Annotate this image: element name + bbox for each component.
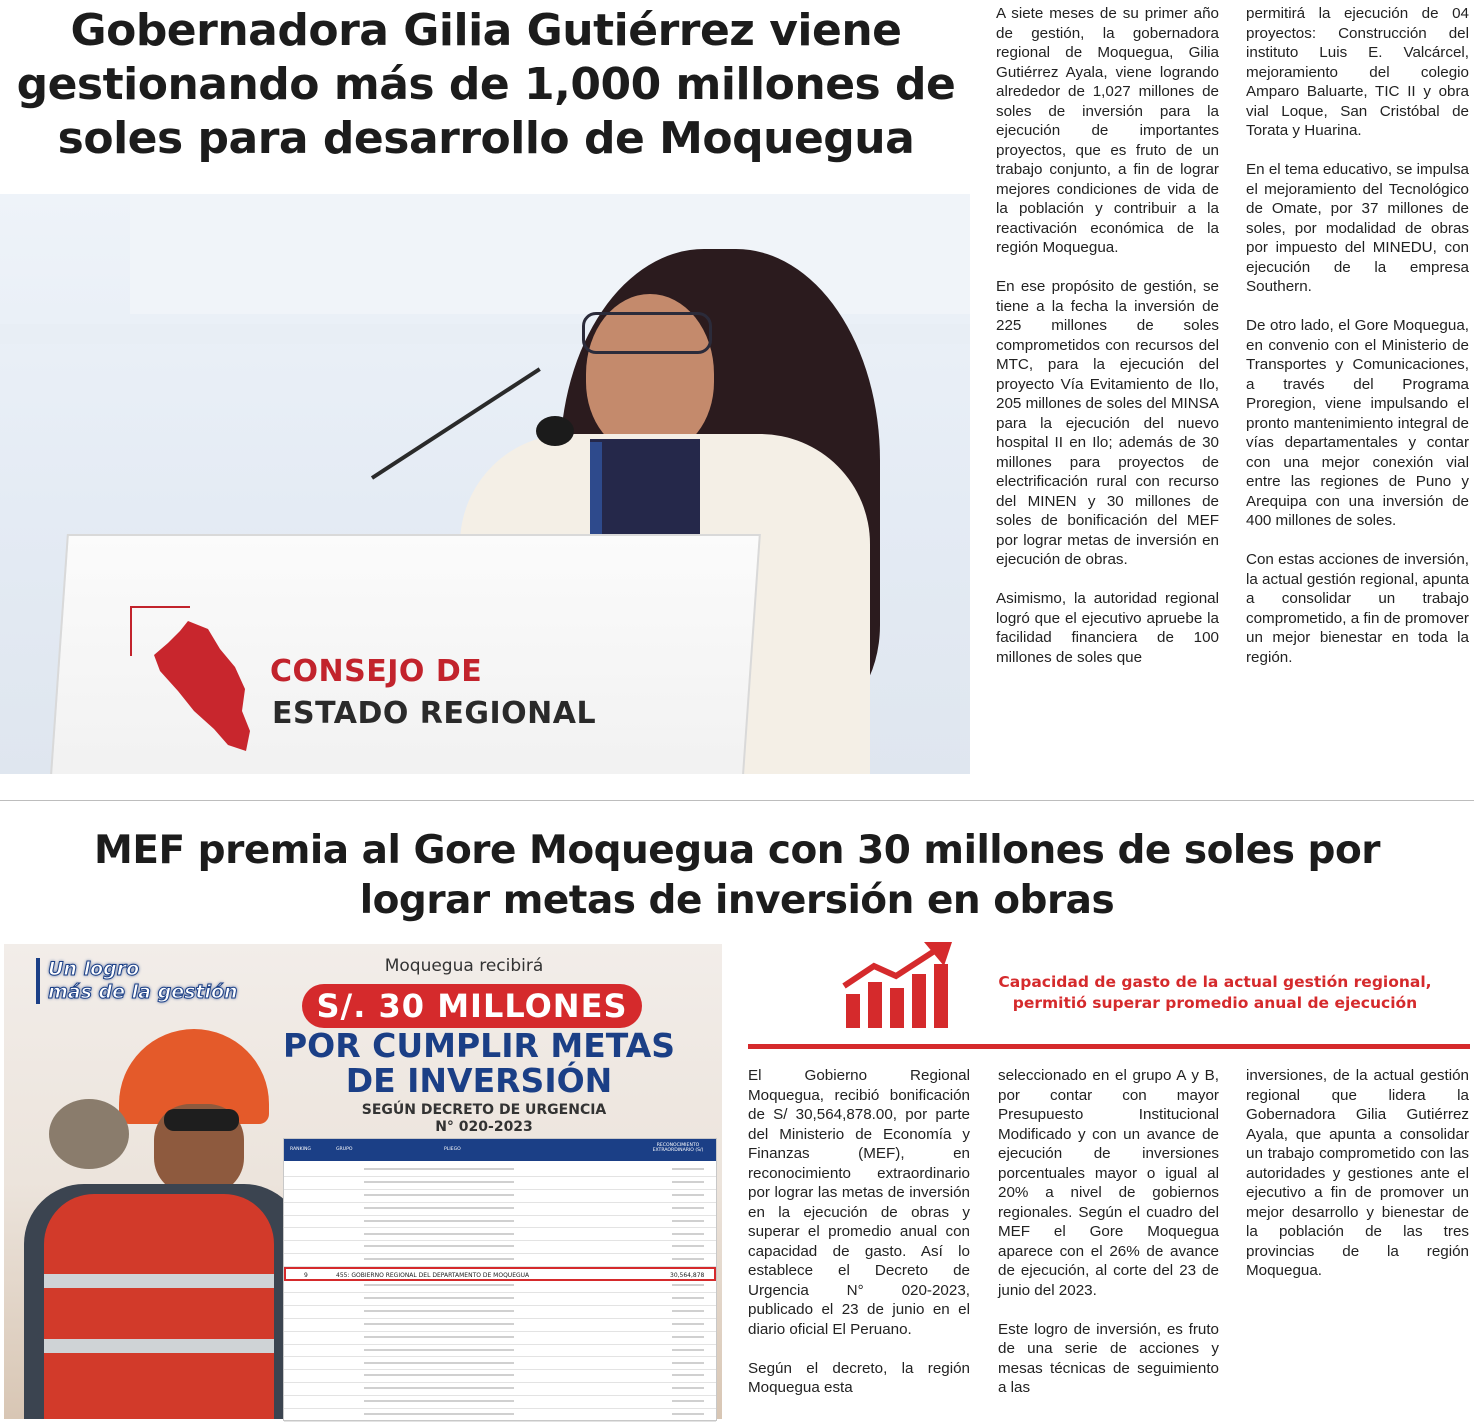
table-row: [284, 1395, 716, 1409]
growth-chart-icon: [840, 942, 955, 1032]
table-row-fineprint: [364, 1220, 514, 1222]
table-row: [284, 1202, 716, 1216]
table-row-fineprint: [672, 1194, 704, 1196]
poster-amount: S/. 30 MILLONES: [302, 984, 642, 1028]
worker-log: [49, 1099, 129, 1169]
table-row: [284, 1344, 716, 1358]
table-row-fineprint: [364, 1207, 514, 1209]
table-row-fineprint: [672, 1168, 704, 1170]
paragraph: Asimismo, la autoridad regional logró que el ejecutivo apruebe la facilidad financiera de 100 millones de soles que: [996, 590, 1219, 666]
table-row-fineprint: [672, 1233, 704, 1235]
paragraph: A siete meses de su primer año de gestión, la gobernadora regional de Moquegua, Gilia Gutiérrez Ayala, viene logrando alrededor de 1,027 millones de soles de inversión para la ejecución de importantes proyectos, que es fruto de un trabajo conjunto, a fin de lograr mejores condiciones de vida de la población y contribuir a la reactivación económica de la región Moquegua.: [996, 5, 1219, 256]
table-row-fineprint: [364, 1400, 514, 1402]
highlight-rank: 9: [304, 1272, 308, 1279]
table-row-fineprint: [672, 1207, 704, 1209]
podium-line2: ESTADO REGIONAL: [272, 696, 597, 731]
table-row-fineprint: [364, 1181, 514, 1183]
table-row-fineprint: [364, 1233, 514, 1235]
podium-frame-top: [130, 606, 190, 608]
callout-text: [960, 972, 1470, 1014]
poster-decree-line1: SEGÚN DECRETO DE URGENCIA: [361, 1102, 607, 1118]
article1-headline: [0, 4, 972, 166]
ranking-table: [283, 1138, 717, 1421]
table-row-fineprint: [364, 1245, 514, 1247]
table-row-fineprint: [672, 1297, 704, 1299]
table-row-highlight: [284, 1267, 716, 1281]
governor-photo: [0, 194, 970, 774]
col-header-grupo: GRUPO: [336, 1147, 353, 1152]
callout-line: Capacidad de gasto de la actual gestión regional,: [998, 973, 1432, 991]
table-row: [284, 1279, 716, 1293]
podium-line1: CONSEJO DE: [270, 654, 483, 689]
article2-headline: [0, 826, 1474, 926]
table-row-fineprint: [364, 1336, 514, 1338]
article1-column-2: [1246, 4, 1469, 687]
poster-title-line2: DE INVERSIÓN: [345, 1061, 613, 1100]
table-row: [284, 1176, 716, 1190]
poster-decree-line2: N° 020-2023: [435, 1119, 533, 1135]
paragraph: En ese propósito de gestión, se tiene a la fecha la inversión de 225 millones de soles comprometidos con recursos del MTC, para la ejecución del proyecto Vía Evitamiento de Ilo, 205 millones de soles del MINSA para la ejecución del nuevo hospital II en Ilo; además de 30 millones para proyectos de electrificación rural con recurso del MINEN y 30 millones de soles de bonificación del MEF por lograr metas de inversión en ejecución de obras.: [996, 278, 1219, 568]
table-row: [284, 1305, 716, 1319]
poster-kicker: Moquegua recibirá: [384, 956, 544, 976]
glasses-icon: [582, 312, 712, 354]
headline-line: lograr metas de inversión en obras: [359, 878, 1115, 923]
article1-column-1: [996, 4, 1219, 687]
paragraph: En el tema educativo, se impulsa el mejoramiento del Tecnológico de Omate, por 37 millones de soles, por modalidad de obras por impuesto del MINEDU, con ejecución de la empresa Southern.: [1246, 161, 1469, 295]
table-row-fineprint: [672, 1400, 704, 1402]
headline-line: gestionando más de 1,000 millones de: [16, 59, 956, 110]
reflective-stripe: [44, 1339, 274, 1353]
worker-vest: [44, 1194, 274, 1419]
table-row-fineprint: [672, 1362, 704, 1364]
paragraph: Este logro de inversión, es fruto de una serie de acciones y mesas técnicas de seguimiento a las: [998, 1320, 1219, 1396]
table-row: [284, 1253, 716, 1267]
headline-line: soles para desarrollo de Moqueguа: [57, 113, 915, 164]
table-row-fineprint: [364, 1413, 514, 1415]
table-row-fineprint: [672, 1349, 704, 1351]
table-row-fineprint: [364, 1258, 514, 1260]
table-row: [284, 1318, 716, 1332]
table-row-fineprint: [364, 1323, 514, 1325]
poster-title-line1: POR CUMPLIR METAS: [282, 1026, 676, 1065]
table-row-fineprint: [672, 1413, 704, 1415]
table-row: [284, 1215, 716, 1229]
section-divider: [0, 800, 1474, 801]
paragraph: Según el decreto, la región Moquegua esta: [748, 1359, 970, 1396]
paragraph: seleccionado en el grupo A y B, por contar con mayor Presupuesto Institucional Modificado y con un avance de ejecución de inversiones porcentuales mayor o igual al 20% a nivel de gobiernos regionales. Según el cuadro del MEF el Gore Moquegua aparece con el 26% de avance de ejecución, al corte del 23 de junio del 2023.: [998, 1067, 1219, 1299]
table-row-fineprint: [364, 1168, 514, 1170]
col-header-pliego: PLIEGO: [444, 1147, 461, 1152]
table-row-fineprint: [364, 1310, 514, 1312]
paragraph: De otro lado, el Gore Moquegua, en convenio con el Ministerio de Transportes y Comunicaciones, a través del Programa Proregion, viene impulsando el pronto mantenimiento integral de vías departamentales y contar con una mejor conexión vial entre las regiones de Puno y Arequipa con una inversión de 400 millones de soles.: [1246, 317, 1469, 529]
table-row: [284, 1408, 716, 1422]
table-row-fineprint: [672, 1323, 704, 1325]
badge-line2: más de la gestión: [48, 981, 238, 1003]
callout-line: permitió superar promedio anual de ejecución: [1012, 994, 1418, 1012]
worker-glasses: [164, 1109, 239, 1131]
article2-column-3: [1246, 1066, 1469, 1300]
table-row-fineprint: [672, 1284, 704, 1286]
microphone-icon: [536, 416, 574, 446]
table-row-fineprint: [364, 1374, 514, 1376]
table-row: [284, 1163, 716, 1177]
backdrop-panel: [130, 194, 970, 314]
table-row-fineprint: [672, 1220, 704, 1222]
table-row-fineprint: [672, 1181, 704, 1183]
table-row-fineprint: [672, 1374, 704, 1376]
reflective-stripe: [44, 1274, 274, 1288]
paragraph: inversiones, de la actual gestión regional que lidera la Gobernadora Gilia Gutiérrez Ayala, que apunta a consolidar un trabajo comprometido con las autoridades y gestiones ante el ejecutivo a fin de promover un mejor desarrollo y bienestar de la población de las tres provincias de la región Moquegua.: [1246, 1067, 1469, 1279]
headline-line: Gobernadora Gilia Gutiérrez viene: [70, 5, 902, 56]
table-row: [284, 1189, 716, 1203]
table-row-fineprint: [364, 1362, 514, 1364]
table-row-fineprint: [672, 1336, 704, 1338]
table-row-fineprint: [672, 1387, 704, 1389]
badge-line1: Un logro: [48, 958, 140, 980]
table-row: [284, 1240, 716, 1254]
table-row: [284, 1228, 716, 1242]
table-row: [284, 1357, 716, 1371]
podium-frame-left: [130, 606, 132, 656]
table-row-fineprint: [672, 1258, 704, 1260]
table-row: [284, 1331, 716, 1345]
article2-column-2: [998, 1066, 1219, 1417]
paragraph: permitirá la ejecución de 04 proyectos: Construcción del instituto Luis E. Valcárcel, mejoramiento del colegio Amparo Baluarte, TIC II y obra vial Loque, San Cristóbal de Torata y Huarina.: [1246, 5, 1469, 139]
table-row: [284, 1369, 716, 1383]
table-row-fineprint: [672, 1310, 704, 1312]
badge-bar: [36, 958, 40, 1004]
paragraph: El Gobierno Regional Moquegua, recibió bonificación de S/ 30,564,878.00, por parte del Ministerio de Economía y Finanzas (MEF), en reconocimiento extraordinario por lograr las metas de inversión en la ejecución de obras y superar el promedio anual con capacidad de gasto. Así lo establece el Decreto de Urgencia N° 020-2023, publicado el 23 de junio en el diario oficial El Peruano.: [748, 1067, 970, 1338]
col-header-reconocimiento: RECONOCIMIENTO EXTRAORDINARIO (S/): [652, 1143, 704, 1153]
table-row: [284, 1292, 716, 1306]
table-row: [284, 1382, 716, 1396]
table-row-fineprint: [672, 1245, 704, 1247]
headline-line: MEF premia al Gore Moquegua con 30 millones de soles por: [94, 828, 1380, 873]
highlight-amount: 30,564,878: [670, 1272, 705, 1279]
callout-rule: [748, 1044, 1470, 1049]
table-row-fineprint: [364, 1297, 514, 1299]
table-row-fineprint: [364, 1387, 514, 1389]
highlight-pliego: 455: GOBIERNO REGIONAL DEL DEPARTAMENTO DE MOQUEGUA: [336, 1272, 530, 1279]
table-row-fineprint: [364, 1349, 514, 1351]
paragraph: Con estas acciones de inversión, la actual gestión regional, apunta a consolidar un trabajo comprometido, a fin de promover un mejor bienestar en toda la región.: [1246, 551, 1469, 666]
peru-map-icon: [150, 619, 260, 754]
article2-column-1: [748, 1066, 970, 1417]
table-row-fineprint: [364, 1284, 514, 1286]
table-row-fineprint: [364, 1194, 514, 1196]
table-header: [284, 1139, 716, 1161]
col-header-ranking: RANKING: [290, 1147, 311, 1152]
